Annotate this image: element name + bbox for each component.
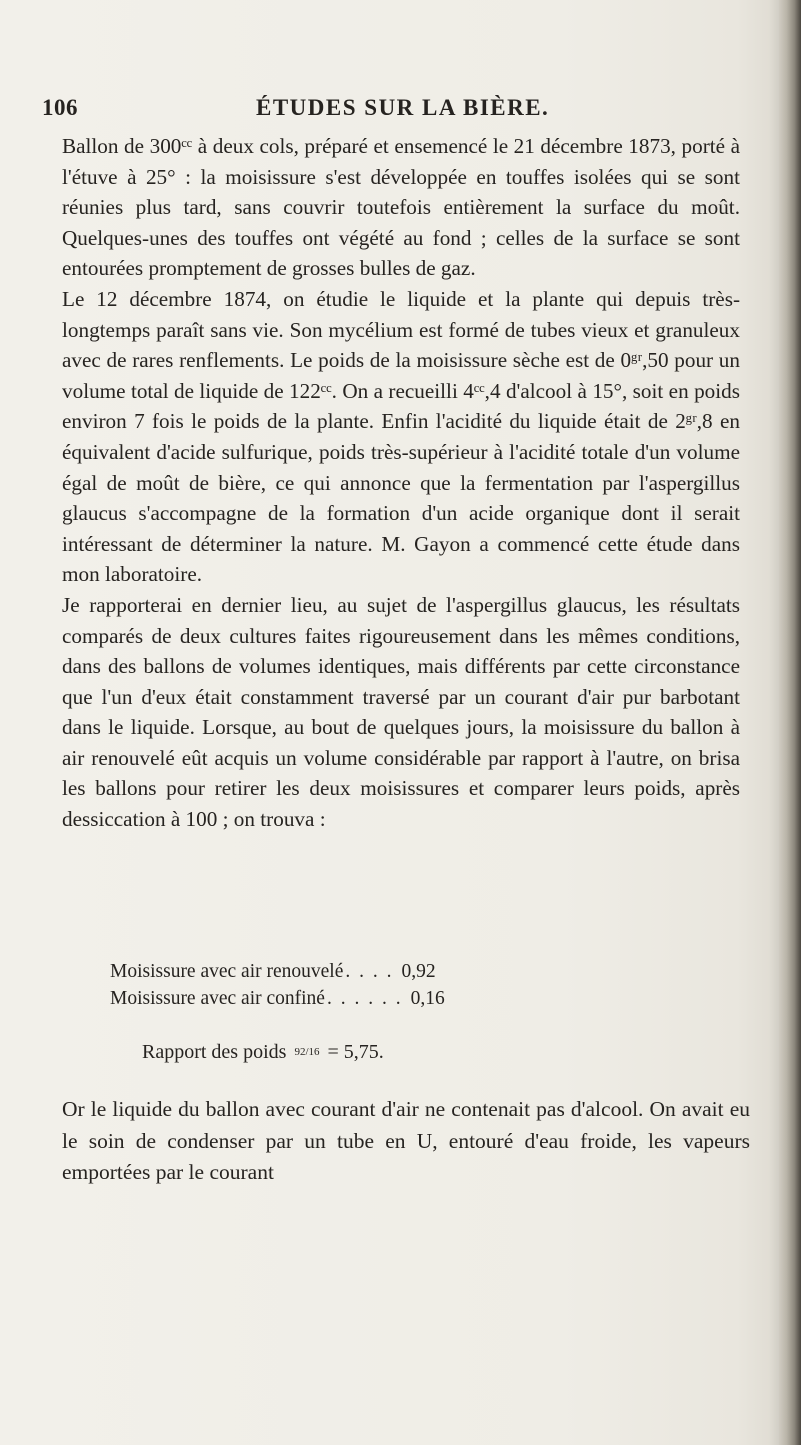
measurement-row <box>110 985 630 1012</box>
leader-dots: . . . . . . <box>326 988 403 1009</box>
leader-dots: . . . . <box>345 961 394 982</box>
weight-ratio <box>142 1041 384 1064</box>
measurement-table <box>110 958 630 1012</box>
measurement-row <box>110 958 630 985</box>
ratio-fraction: 92/16 <box>294 1046 320 1058</box>
measurement-value: 0,16 <box>410 988 445 1009</box>
measurement-label: Moisissure avec air renouvelé <box>110 961 344 982</box>
ratio-label: Rapport des poids <box>142 1041 287 1063</box>
paragraph-1: Ballon de 300ᶜᶜ à deux cols, préparé et ensemencé le 21 décembre 1873, porté à l'étuve à 25° : la moisissure s'est développée en touffes isolées qui se sont réunies plus tard, sans couvrir toutefois entièrement la surface du moût. Quelques-unes des touffes ont végété au fond ; celles de la surface se sont entourées promptement de grosses bulles de gaz. <box>62 134 740 281</box>
measurement-value: 0,92 <box>401 961 436 982</box>
page-header <box>42 95 742 127</box>
page-edge <box>779 0 801 1445</box>
main-text <box>62 131 740 835</box>
paragraph-3: Je rapporterai en dernier lieu, au sujet de l'aspergillus glaucus, les résultats comparés de deux cultures faites rigoureusement dans les mêmes conditions, dans des ballons de volumes identiques, mais différents par cette circonstance que l'un d'eux était constamment traversé par un courant d'air pur barbotant dans le liquide. Lorsque, au bout de quelques jours, la moisissure du ballon à air renouvelé eût acquis un volume considérable par rapport à l'autre, on brisa les ballons pour retirer les deux moisissures et comparer leurs poids, après dessiccation à 100 ; on trouva : <box>62 592 740 832</box>
measurement-label: Moisissure avec air confiné <box>110 988 325 1009</box>
closing-text <box>62 1094 750 1189</box>
ratio-result: = 5,75. <box>327 1041 384 1063</box>
page-number: 106 <box>42 95 78 120</box>
paragraph-2: Le 12 décembre 1874, on étudie le liquide et la plante qui depuis très-longtemps paraît sans vie. Son mycélium est formé de tubes vieux et granuleux avec de rares renflements. Le poids de la moisissure sèche est de 0ᵍʳ,50 pour un volume total de liquide de 122ᶜᶜ. On a recueilli 4ᶜᶜ,4 d'alcool à 15°, soit en poids environ 7 fois le poids de la plante. Enfin l'acidité du liquide était de 2ᵍʳ,8 en équivalent d'acide sulfurique, poids très-supérieur à l'acidité totale d'un volume égal de moût de bière, ce qui annonce que la fermentation par l'aspergillus glaucus s'accompagne de la formation d'un acide organique dont il serait intéressant de déterminer la nature. M. Gayon a commencé cette étude dans mon laboratoire. <box>62 286 740 587</box>
running-title: ÉTUDES SUR LA BIÈRE. <box>256 95 550 120</box>
page-gutter-shadow <box>769 0 779 1445</box>
paragraph-4: Or le liquide du ballon avec courant d'air ne contenait pas d'alcool. On avait eu le soin de condenser par un tube en U, entouré d'eau froide, les vapeurs emportées par le courant <box>62 1097 750 1185</box>
